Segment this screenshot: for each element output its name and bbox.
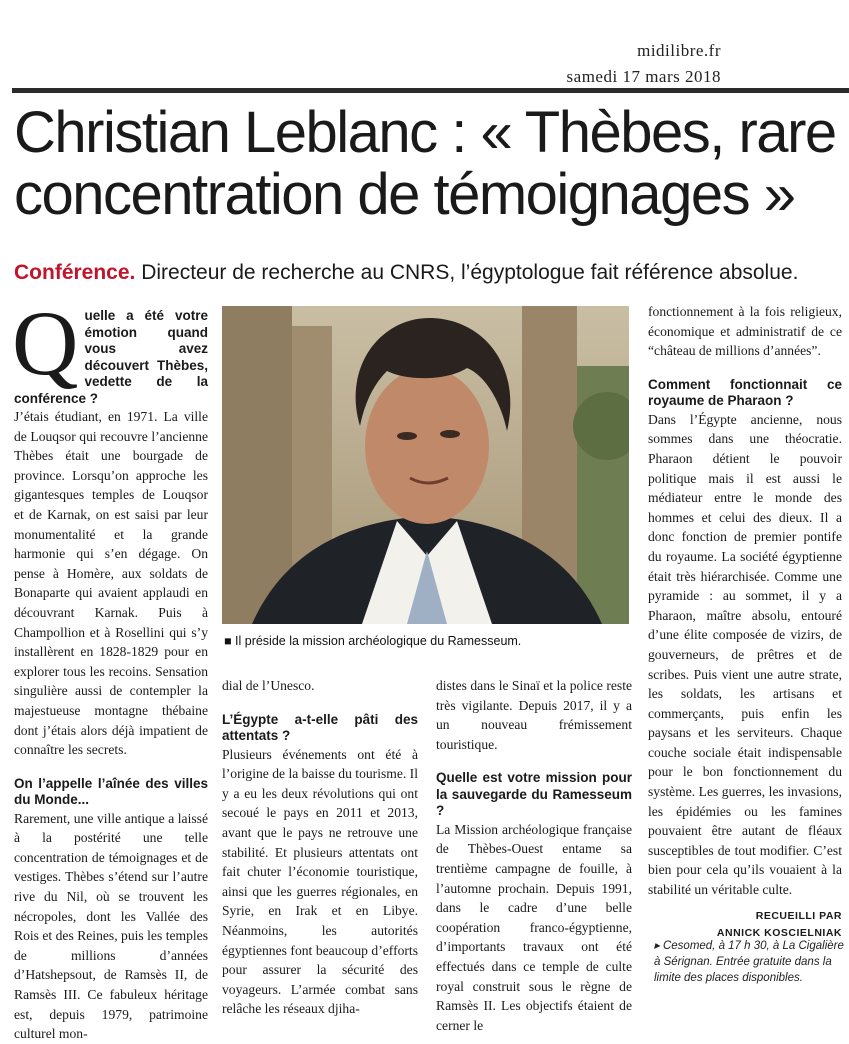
photo-caption: ■ Il préside la mission archéologique du Ramesseum. [224, 634, 522, 648]
question-1: uelle a été votre émotion quand vous avez découvert Thèbes, vedette de la conférence ? [14, 308, 208, 406]
question-3: L’Égypte a-t-elle pâti des attentats ? [222, 711, 418, 744]
headline: Christian Leblanc : « Thèbes, rare concentration de témoignages » [14, 100, 836, 227]
byline-author: ANNICK KOSCIELNIAK [716, 926, 842, 939]
answer-1: J’étais étudiant, en 1971. La ville de Louqsor qui recouvre l’ancienne Thèbes était une bourgade de province. Lorsqu’on approche les gigantesques temples de Louqsor et de Karnak, on est saisi par leur monumentalité et la grande harmonie qui s’en dégage. On pense à Homère, aux soldats de Bonaparte qui avaient applaudi en découvrant Karnak. Puis à Champollion et à Rosellini qui s’y installèrent en 1828-1829 pour en explorer tous les recoins. Sensation singulière aussi de contempler la majestueuse montagne thébaine dont j’étais alors déjà impatient de connaître les secrets. [14, 409, 208, 758]
masthead [567, 38, 721, 90]
byline-label: RECUEILLI PAR [755, 909, 842, 922]
answer-5: Dans l’Égypte ancienne, nous sommes dans une théocratie. Pharaon détient le pouvoir politique mais il est aussi le médiateur entre le monde des hommes et celui des dieux. Il a donc fonction de premier pontife du royaume. La société égyptienne était très hiérarchisée. Comme une pyramide : au sommet, il y a Pharaon, maître absolu, entouré d’une élite composée de vizirs, de gouverneurs, de prêtres et de scribes. Puis vient une autre strate, les soldats, les artisans et commerçants, puis enfin les paysans et les serviteurs. Chaque couche sociale était indispensable pour le bon fonctionnement du système. Les guerres, les invasions, les épidémies ou les famines pouvaient être autant de fléaux susceptibles de tout modifier. C’est bien pour cela qu’ils vouaient à la stabilité un véritable culte. [648, 411, 842, 898]
column-3 [436, 676, 632, 1035]
question-2: On l’appelle l’aînée des villes du Monde... [14, 775, 208, 808]
continued-text-3: distes dans le Sinaï et la police reste très vigilante. Depuis 2017, il y a un nouveau frémissement touristique. [436, 678, 632, 752]
question-4: Quelle est votre mission pour la sauvegarde du Ramesseum ? [436, 770, 632, 819]
byline [648, 908, 842, 942]
continued-text-2: dial de l’Unesco. [222, 678, 315, 693]
publication-date: samedi 17 mars 2018 [566, 67, 721, 86]
header-rule [12, 88, 849, 93]
continued-text-4: fonctionnement à la fois religieux, économique et administratif de ce “château de millions d’années”. [648, 304, 842, 359]
drop-cap: Q [12, 292, 79, 394]
question-5: Comment fonctionnait ce royaume de Pharaon ? [648, 376, 842, 409]
column-1 [12, 292, 208, 1044]
column-4 [648, 302, 842, 942]
column-2 [222, 676, 418, 1019]
photo-illustration [222, 306, 629, 624]
answer-4: La Mission archéologique française de Thèbes-Ouest entame sa trentième campagne de fouille, à l’automne prochain. Depuis 1991, dans le cadre d’une belle coopération franco-égyptienne, d’importants travaux ont été effectués dans ce temple de culte royal construit sous le règne de Ramsès II. Les objectifs étaient de cerner le [436, 821, 632, 1033]
deck-text: Directeur de recherche au CNRS, l’égyptologue fait référence absolue. [141, 261, 799, 284]
answer-2: Rarement, une ville antique a laissé à la postérité une telle concentration de témoignages et de vestiges. Thèbes s’étend sur l’autre rive du Nil, où se trouvent les nécropoles, dont les Vallée des Rois et des Reines, puis les temples de millions d’années d’Hatshepsout, de Ramsès II, de Ramsès III. Ce fabuleux héritage est, depuis 1979, patrimoine culturel mon- [14, 810, 208, 1042]
site-name: midilibre.fr [637, 41, 721, 60]
portrait-photo [222, 306, 629, 624]
event-info: ▸ Cesomed, à 17 h 30, à La Cigalière à Sérignan. Entrée gratuite dans la limite des places disponibles. [654, 940, 844, 984]
deck [14, 258, 849, 288]
answer-3: Plusieurs événements ont été à l’origine de la baisse du tourisme. Il y a eu les deux révolutions qui ont secoué le pays en 2011 et 2013, avant que le pays ne retrouve une stabilité. Et plusieurs attentats ont fait chuter l’économie touristique, ainsi que les guerres régionales, en Syrie, en Irak et en Libye. Néanmoins, les autorités égyptiennes font beaucoup d’efforts pour assurer la sécurité des voyageurs. L’armée combat sans relâche les réseaux djiha- [222, 746, 418, 1017]
deck-kicker: Conférence. [14, 261, 136, 284]
